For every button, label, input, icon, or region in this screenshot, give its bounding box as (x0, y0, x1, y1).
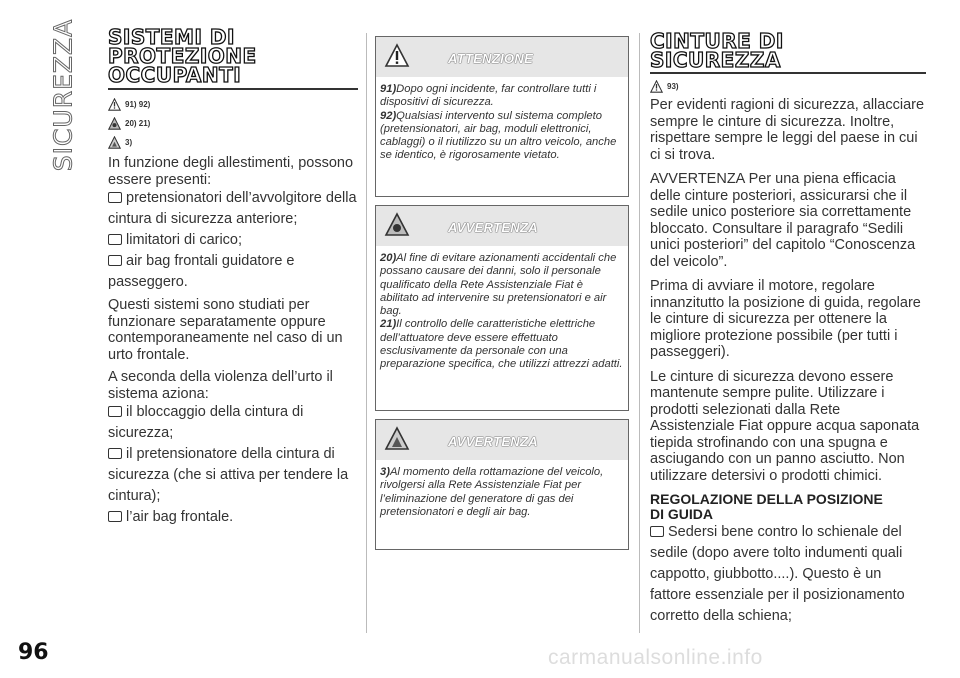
warning-box-title: AVVERTENZA (448, 220, 538, 235)
intro-paragraph: In funzione degli allestimenti, possono essere presenti: (108, 155, 354, 188)
paragraph: Per evidenti ragioni di sicurezza, allacciare sempre le cinture di sicurezza. Inoltre, rispettare sempre le leggi del paese in cui ci si trova. (650, 97, 925, 163)
warning-box-body (376, 246, 628, 410)
warning-box-header (376, 206, 628, 246)
section-side-title: SICUREZZA (48, 18, 78, 171)
list-item: air bag frontali guidatore e passeggero. (108, 253, 295, 290)
list-item: limitatori di carico; (108, 230, 358, 251)
checkbox-bullet-icon (108, 234, 122, 245)
checkbox-bullet-icon (108, 448, 122, 459)
warning-triangle-icon (384, 43, 410, 69)
checkbox-bullet-icon (108, 192, 122, 203)
checkbox-bullet-icon (108, 255, 122, 266)
section-heading: CINTURE DI SICUREZZA (650, 29, 784, 72)
warning-box-body (376, 77, 628, 196)
paragraph: AVVERTENZA Per una piena efficacia delle cinture posteriori, assicurarsi che il sedile unico posteriore sia correttamente bloccato. Consultare il paragrafo “Sedili unici posteriori” del capitolo “Conoscenza del veicolo”. (650, 171, 916, 270)
reference-row: 91) 92) (108, 98, 358, 111)
column-occupant-protection (108, 25, 358, 528)
subheading: REGOLAZIONE DELLA POSIZIONE DI GUIDA (650, 491, 883, 522)
section-heading: SISTEMI DI PROTEZIONE OCCUPANTI (108, 25, 257, 87)
column-divider (639, 33, 640, 633)
paragraph: A seconda della violenza dell’urto il sistema aziona: (108, 369, 333, 402)
page-number: 96 (18, 640, 49, 665)
column-divider (366, 33, 367, 633)
reference-row: 20) 21) (108, 117, 358, 130)
watermark: carmanualsonline.info (548, 646, 763, 669)
paragraph: Le cinture di sicurezza devono essere mantenute sempre pulite. Utilizzare i prodotti selezionati dalla Rete Assistenziale Fiat oppure acqua saponata tiepida strofinando con una spugna e asciugando con un panno asciutto. Non utilizzare detersivi o prodotti chimici. (650, 368, 920, 484)
warning-box-avvertenza (375, 205, 629, 411)
list-item: l’air bag frontale. (108, 507, 358, 528)
column-warnings (375, 36, 629, 550)
warning-box-header (376, 37, 628, 77)
warning-triangle-icon (108, 98, 121, 111)
list-item: il bloccaggio della cintura di sicurezza; (108, 404, 304, 441)
list-item: il pretensionatore della cintura di sicurezza (che si attiva per tendere la cintura); (108, 446, 349, 504)
heading-rule (650, 72, 926, 74)
reference-row: 93) (650, 80, 926, 93)
warning-box-header (376, 420, 628, 460)
warning-triangle-icon (650, 80, 663, 93)
checkbox-bullet-icon (650, 526, 664, 537)
airbag-warning-icon (108, 117, 121, 130)
list-item: pretensionatori dell’avvolgitore della cintura di sicurezza anteriore; (108, 190, 357, 227)
paragraph: Questi sistemi sono studiati per funzionare separatamente oppure contemporaneamente nel caso di un urto frontale. (108, 297, 343, 363)
environment-warning-icon (108, 136, 121, 149)
warning-item: 3)Al momento della rottamazione del veicolo, rivolgersi alla Rete Assistenziale Fiat per l’eliminazione del generatore di gas dei pretensionatori e degli air bag. (380, 466, 604, 518)
list-item: Sedersi bene contro lo schienale del sedile (dopo avere tolto indumenti quali cappotto, giubbotto....). Questo è un fattore essenziale per il posizionamento corretto della schiena; (650, 524, 905, 624)
warning-item: 20)Al fine di evitare azionamenti accidentali che possano causare dei danni, solo il personale qualificato della Rete Assistenziale Fiat è abilitato ad intervenire su pretensionatori e air bag. (380, 252, 617, 318)
warning-box-attenzione (375, 36, 629, 197)
environment-warning-icon (384, 426, 410, 452)
warning-item: 91)Dopo ogni incidente, far controllare tutti i dispositivi di sicurezza. (380, 83, 597, 109)
airbag-warning-icon (384, 212, 410, 238)
reference-row: 3) (108, 136, 358, 149)
warning-box-body (376, 460, 628, 549)
checkbox-bullet-icon (108, 406, 122, 417)
warning-box-title: AVVERTENZA (448, 434, 538, 449)
warning-box-title: ATTENZIONE (448, 51, 534, 66)
checkbox-bullet-icon (108, 511, 122, 522)
heading-rule (108, 88, 358, 90)
column-seat-belts (650, 28, 926, 627)
paragraph: Prima di avviare il motore, regolare innanzitutto la posizione di guida, regolare le cinture di sicurezza per ottenere la migliore protezione possibile (per tutti i passeggeri). (650, 278, 921, 360)
warning-box-avvertenza (375, 419, 629, 550)
warning-item: 92)Qualsiasi intervento sul sistema completo (pretensionatori, air bag, moduli elettronici, cablaggi) o il riutilizzo su un altro veicolo, anche se identico, è rigorosamente vietato. (380, 109, 617, 162)
warning-item: 21)Il controllo delle caratteristiche elettriche dell’attuatore deve essere effettuato esclusivamente da personale con una preparazione specifica, che utilizzi attrezzi adatti. (380, 318, 623, 371)
